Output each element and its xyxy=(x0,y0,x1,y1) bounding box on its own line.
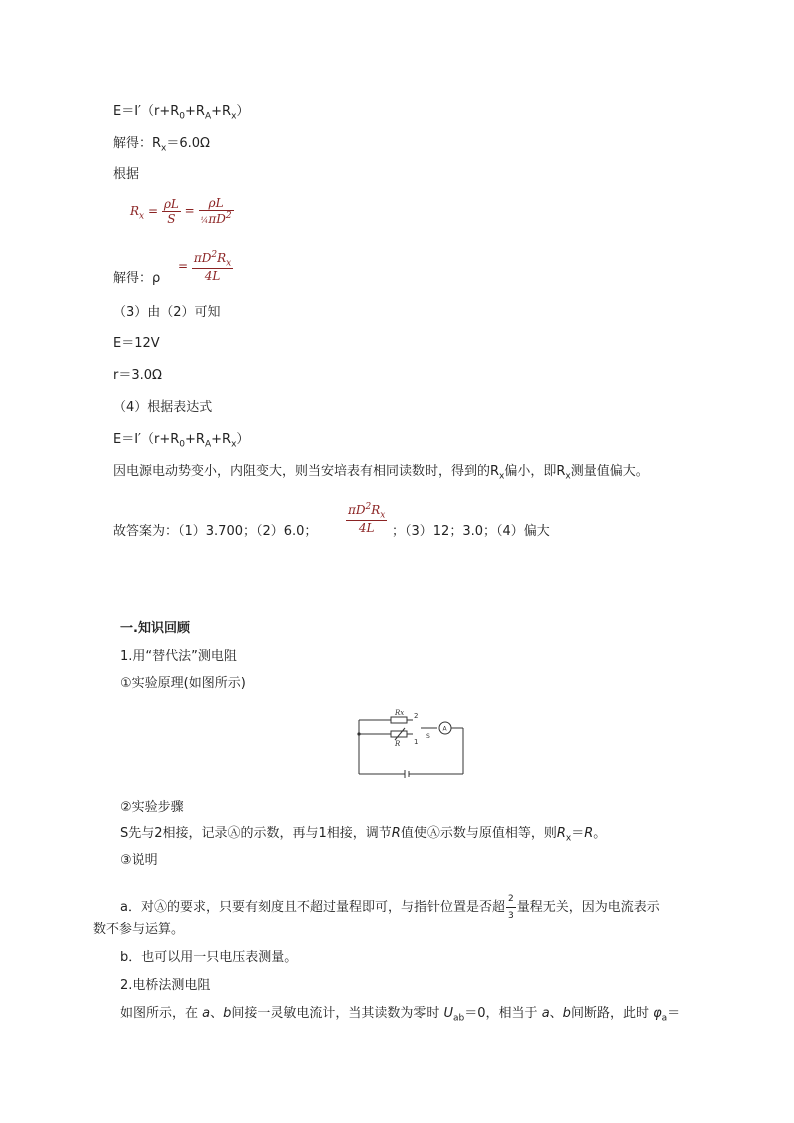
step-4: （4）根据表达式 xyxy=(113,400,213,415)
equation-2: $E=I'(r+R_0+R_A+R_x)$ xyxy=(113,432,250,450)
item2-title: 2.电桥法测电阻 xyxy=(120,978,211,993)
step-3: （3）由（2）可知 xyxy=(113,305,221,320)
explanation: 因电源电动势变小，内阻变大，则当安培表有相同读数时，得到的$R_x$偏小，即$R_x$测量值偏大。 xyxy=(113,464,649,482)
section-title: 一.知识回顾 xyxy=(120,621,190,636)
answer-prefix: 故答案为：（1）3.700；（2）6.0； xyxy=(113,524,318,539)
e-value: E＝12V xyxy=(113,336,160,351)
steps-text: S先与2相接，记录Ⓐ的示数，再与1相接，调节R值使Ⓐ示数与原值相等，则$R_x=R$。 xyxy=(120,826,607,844)
r-label: R xyxy=(395,740,401,748)
solve-rx-line: 解得：$R_x=6.0\Omega$ xyxy=(113,136,210,154)
rx-formula: $R_x$ = $\frac{\rho L}{S}$ = $\frac{\rho L}{\frac{1}{4}\pi D^2}$ xyxy=(130,196,232,226)
item1-title: 1.用“替代法”测电阻 xyxy=(120,649,237,664)
solve-rho-label: 解得：ρ xyxy=(113,271,161,286)
note-a-line: a．对Ⓐ的要求，只要有刻度且不超过量程即可，与指针位置是否超 $\frac{2}{3}$ 量程无关，因为电流表示 xyxy=(120,891,660,924)
r-value: r＝3.0Ω xyxy=(113,368,162,383)
switch-label: S xyxy=(426,733,430,740)
rx-label: Rx xyxy=(395,709,405,717)
rho-formula: = $\frac{\pi D^2R_x}{4L}$ xyxy=(178,250,232,284)
item2-text: 如图所示，在 a、b间接一灵敏电流计，当其读数为零时 $U_{ab}=0$，相当于 a、b间断路，此时 $\varphi_a=$ xyxy=(120,1006,681,1024)
ammeter-label: A xyxy=(442,725,447,733)
pos-1-label: 1 xyxy=(414,738,419,746)
according-label: 根据 xyxy=(113,167,140,182)
answer-rho-formula: $\frac{\pi D^2R_x}{4L}$ xyxy=(348,502,386,536)
equation-1: $E=I'(r+R_0+R_A+R_x)$ xyxy=(113,104,250,122)
answer-suffix: ；（3）12；3.0；（4）偏大 xyxy=(392,524,550,539)
steps-title: ②实验步骤 xyxy=(120,800,184,815)
note-a-continued: 数不参与运算。 xyxy=(93,922,185,937)
pos-2-label: 2 xyxy=(414,712,419,720)
item1-principle: ①实验原理(如图所示) xyxy=(120,676,246,691)
substitution-circuit-diagram xyxy=(355,708,467,778)
note-title: ③说明 xyxy=(120,853,158,868)
note-b: b．也可以用一只电压表测量。 xyxy=(120,950,298,965)
